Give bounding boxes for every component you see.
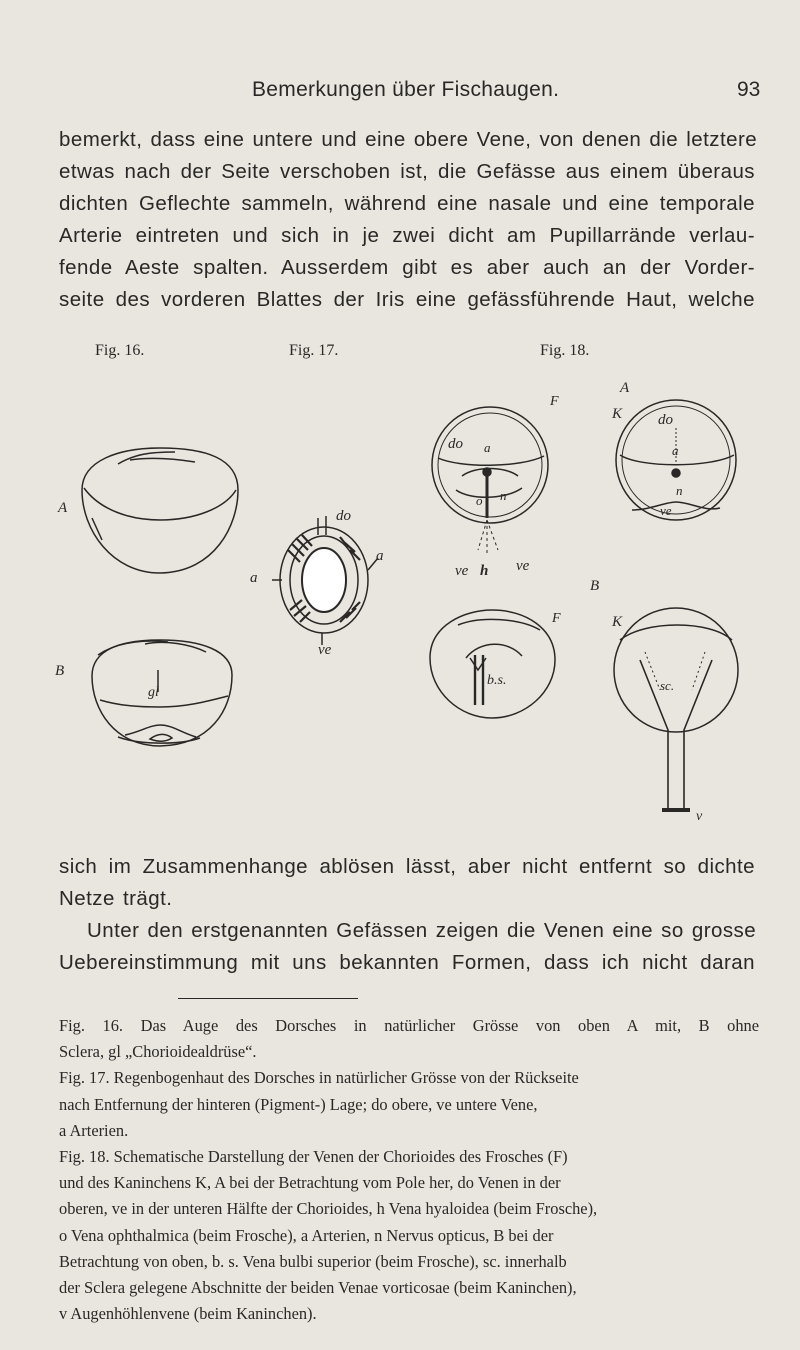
fig18-label-b-section: B — [590, 578, 600, 594]
fig18-frog-top-view — [432, 394, 559, 579]
fig18-label-n-left: n — [500, 488, 507, 503]
caption-line: Sclera, gl „Chorioidealdrüse“. — [59, 1042, 257, 1062]
figure-captions — [59, 1013, 759, 1327]
caption-line: o Vena ophthalmica (beim Frosche), a Arterien, n Nervus opticus, B bei der — [59, 1225, 554, 1245]
fig18-label-k-top: K — [612, 406, 623, 422]
fig17-label-ve: ve — [318, 642, 332, 658]
text-line: Arterie eintreten und sich in je zwei dicht am Pupillarrände verlau- — [59, 224, 755, 247]
fig16-label-gl: gl — [148, 685, 159, 700]
fig16-label-b: B — [55, 663, 65, 679]
fig18-label-do-left: do — [448, 436, 463, 452]
caption-line: a Arterien. — [59, 1120, 129, 1140]
fig18-label-k-bottom: K — [612, 614, 623, 630]
fig18-label-f-bottom: F — [552, 611, 561, 626]
paragraph-1 — [59, 124, 758, 316]
fig18-label-n-right: n — [676, 483, 683, 498]
fig18-title: Fig. 18. — [540, 342, 590, 359]
fig18-label-a-right: a — [672, 443, 679, 458]
figure-drawings — [0, 340, 800, 840]
fig18-label-v: v — [696, 809, 703, 824]
caption-line: Betrachtung von oben, b. s. Vena bulbi superior (beim Frosche), sc. innerhalb — [59, 1251, 567, 1271]
text-line: seite des vorderen Blattes der Iris eine gefässführende Haut, welche — [59, 288, 755, 311]
fig17-title: Fig. 17. — [289, 342, 339, 359]
running-title: Bemerkungen über Fischaugen. — [252, 78, 560, 101]
fig18-label-do-right: do — [658, 412, 673, 428]
figure-plate — [0, 340, 800, 840]
fig18-label-ve-a: ve — [455, 563, 469, 579]
fig18-label-ve-right: ve — [660, 503, 672, 518]
text-line: Uebereinstimmung mit uns bekannten Formen, dass ich nicht daran — [59, 951, 755, 974]
fig16-label-a: A — [58, 500, 68, 516]
fig17-label-do: do — [336, 508, 351, 524]
fig18-label-ve-b: ve — [516, 558, 530, 574]
caption-line: der Sclera gelegene Abschnitte der beiden Venae vorticosae (beim Kaninchen), — [59, 1278, 577, 1298]
text-line: bemerkt, dass eine untere und eine obere Vene, von denen die letztere — [59, 128, 758, 151]
fig17-iris — [250, 508, 384, 658]
fig18-label-sc: sc. — [660, 678, 675, 693]
fig18-rabbit-side-view — [611, 608, 738, 824]
caption-line: oberen, ve in der unteren Hälfte der Chorioides, h Vena hyaloidea (beim Frosche), — [59, 1199, 598, 1219]
fig16-eye-b — [55, 640, 232, 746]
text-line: fende Aeste spalten. Ausserdem gibt es aber auch an der Vorder- — [59, 256, 755, 279]
caption-fig16 — [59, 1013, 759, 1065]
caption-line: und des Kaninchens K, A bei der Betrachtung vom Pole her, do Venen in der — [59, 1173, 561, 1193]
caption-line: Fig. 17. Regenbogenhaut des Dorsches in natürlicher Grösse von der Rückseite — [59, 1068, 579, 1088]
fig18-label-bs: b.s. — [487, 673, 507, 688]
fig18-label-o: o — [476, 493, 483, 508]
text-line: etwas nach der Seite verschoben ist, die Gefässe aus einem überaus — [59, 160, 755, 183]
fig18-label-a-left: a — [484, 440, 491, 455]
caption-fig18 — [59, 1144, 759, 1327]
fig18-label-f-top: F — [550, 394, 559, 409]
fig18-label-a-section: A — [620, 380, 630, 396]
page-number: 93 — [737, 78, 761, 101]
fig17-label-a-right: a — [376, 548, 384, 564]
fig18-label-h: h — [480, 563, 489, 579]
caption-fig17 — [59, 1065, 759, 1144]
footnote-divider — [178, 998, 358, 999]
fig18-rabbit-top-view — [590, 380, 736, 594]
paragraph-2 — [59, 851, 755, 979]
fig17-label-a-left: a — [250, 570, 258, 586]
fig16-eye-a — [57, 448, 238, 573]
text-line: dichten Geflechte sammeln, während eine nasale und eine temporale — [59, 192, 755, 215]
text-line: Netze trägt. — [59, 887, 173, 910]
caption-line: Fig. 16. Das Auge des Dorsches in natürlicher Grösse von oben A mit, B ohne — [59, 1016, 759, 1035]
caption-line: nach Entfernung der hinteren (Pigment-) Lage; do obere, ve untere Vene, — [59, 1094, 538, 1114]
caption-line: v Augenhöhlenvene (beim Kaninchen). — [59, 1304, 317, 1324]
text-line: Unter den erstgenannten Gefässen zeigen die Venen eine so grosse — [87, 919, 757, 942]
caption-line: Fig. 18. Schematische Darstellung der Venen der Chorioides des Frosches (F) — [59, 1147, 568, 1167]
text-line: sich im Zusammenhange ablösen lässt, aber nicht entfernt so dichte — [59, 855, 755, 878]
page-header — [0, 78, 800, 108]
fig16-title: Fig. 16. — [95, 342, 145, 359]
fig18-frog-side-view — [430, 610, 561, 718]
